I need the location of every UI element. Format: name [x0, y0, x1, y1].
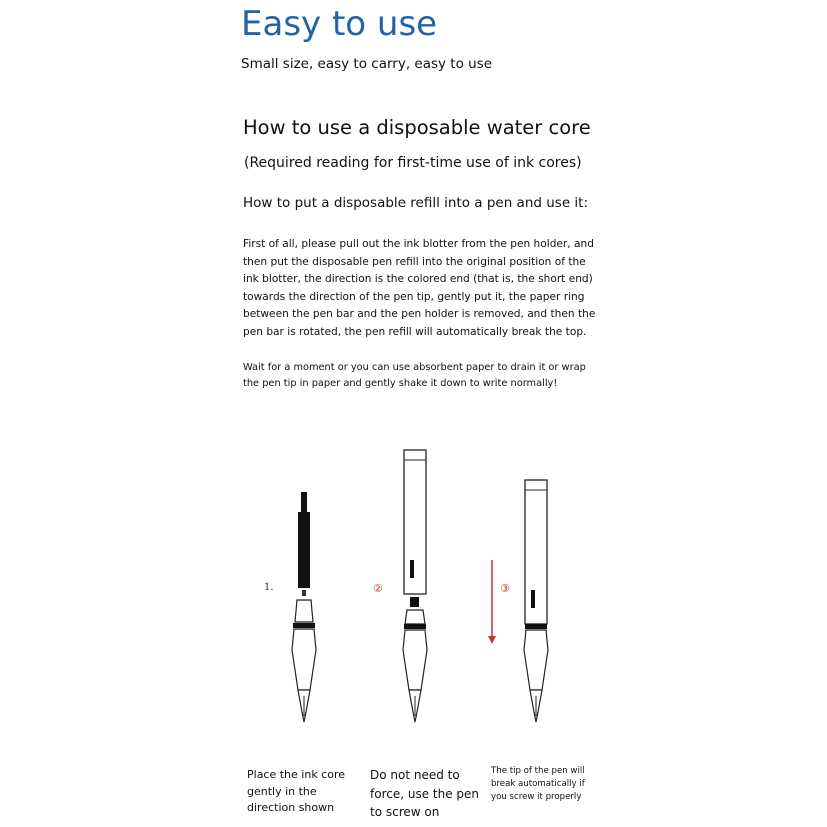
step-1-marker: 1.: [264, 582, 274, 593]
pen-2-ring: [404, 624, 426, 629]
pen-2-grip: [403, 630, 427, 690]
pen-2-window: [410, 560, 414, 578]
pen-1-section: [295, 600, 313, 622]
page-subtitle: Small size, easy to carry, easy to use: [241, 56, 493, 72]
down-arrow-icon: [488, 560, 496, 644]
refill-tip: [301, 492, 307, 512]
pen-3-grip: [524, 630, 548, 690]
pen-2-refill-end: [410, 597, 419, 607]
page-title: Easy to use: [241, 4, 438, 44]
pen-1-illustration: [292, 492, 316, 722]
pen-2-barrel: [404, 450, 426, 594]
instructions-paragraph-2: Wait for a moment or you can use absorbent paper to drain it or wrap the pen tip in paper and gently shake it down to write normally!: [243, 362, 586, 389]
step-3-marker: ③: [500, 582, 510, 595]
pen-3-window: [531, 590, 535, 608]
step-1-caption: Place the ink core gently in the direction shown: [247, 768, 346, 814]
reading-note: (Required reading for first-time use of ink cores): [244, 155, 582, 171]
instructions-question: How to put a disposable refill into a pen and use it:: [243, 195, 589, 211]
pen-3-ring: [525, 624, 547, 629]
step-2-caption: Do not need to force, use the pen to screw on: [370, 768, 480, 819]
step-3-caption: The tip of the pen will break automatically if you screw it properly: [491, 766, 585, 802]
pen-2-illustration: [403, 450, 427, 722]
instructions-paragraph-1: First of all, please pull out the ink blotter from the pen holder, and then put the disposable pen refill into the original position of the ink blotter, the direction is the colored end (that is, the short end) towards the direction of the pen tip, gently put it, the paper ring between the pen bar and the pen holder is removed, and then the pen bar is rotated, the pen refill will automatically break the top.: [243, 238, 596, 338]
refill-end: [302, 590, 306, 596]
section-title: How to use a disposable water core: [243, 116, 591, 139]
pen-1-grip: [292, 629, 316, 690]
ink-refill: [298, 512, 310, 588]
step-2-marker: ②: [373, 582, 383, 595]
pen-3-illustration: [524, 480, 548, 722]
pen-3-barrel: [525, 480, 547, 624]
pen-1-ring: [293, 623, 315, 628]
